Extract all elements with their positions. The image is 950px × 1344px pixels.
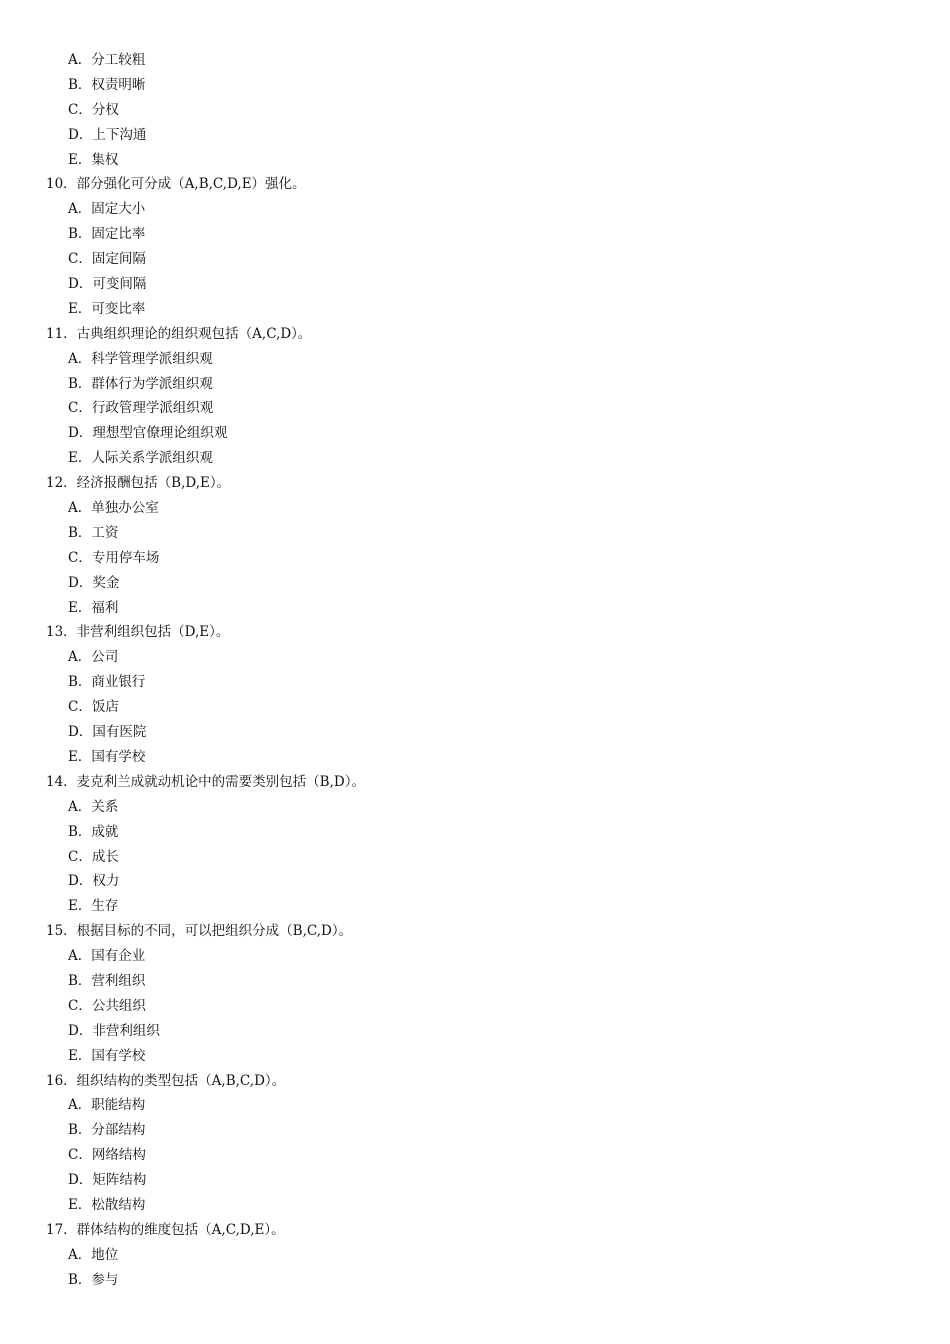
option-key: B．	[68, 226, 92, 243]
option-line	[0, 695, 950, 720]
option-key: A．	[68, 1097, 92, 1114]
option-text: 单独办公室	[91, 500, 159, 517]
option-key: E．	[68, 151, 92, 168]
option-text: 集权	[91, 151, 119, 168]
option-text: 国有学校	[91, 748, 146, 765]
option-key: D．	[68, 873, 93, 890]
option-key: D．	[68, 126, 93, 143]
option-text: 固定比率	[91, 226, 146, 243]
option-line	[0, 421, 950, 446]
option-line	[0, 1268, 950, 1293]
option-key: C．	[68, 997, 92, 1014]
option-line	[0, 571, 950, 596]
option-line	[0, 48, 950, 73]
option-text: 地位	[91, 1246, 119, 1263]
option-key: B．	[68, 823, 92, 840]
option-line	[0, 969, 950, 994]
option-key: E．	[68, 599, 92, 616]
option-key: B．	[68, 76, 92, 93]
question-stem: 15．根据目标的不同，可以把组织分成（B,C,D）。	[46, 923, 353, 940]
option-key: C．	[68, 400, 92, 417]
option-line	[0, 1019, 950, 1044]
question-stem: 14．麦克利兰成就动机论中的需要类别包括（B,D）。	[46, 773, 365, 790]
option-text: 上下沟通	[92, 126, 147, 143]
option-text: 成长	[91, 848, 119, 865]
document-page	[0, 48, 950, 1293]
option-line	[0, 596, 950, 621]
option-text: 分权	[91, 101, 119, 118]
option-text: 非营利组织	[92, 1022, 160, 1039]
option-key: C．	[68, 549, 92, 566]
option-line	[0, 546, 950, 571]
option-text: 矩阵结构	[92, 1172, 147, 1189]
option-key: E．	[68, 300, 92, 317]
option-line	[0, 720, 950, 745]
option-line	[0, 197, 950, 222]
option-line	[0, 148, 950, 173]
option-key: A．	[68, 798, 92, 815]
option-line	[0, 795, 950, 820]
option-text: 关系	[91, 798, 119, 815]
option-line	[0, 73, 950, 98]
option-text: 分部结构	[91, 1122, 146, 1139]
question-stem: 12．经济报酬包括（B,D,E）。	[46, 475, 231, 492]
option-key: E．	[68, 450, 92, 467]
option-line	[0, 820, 950, 845]
option-text: 国有企业	[91, 948, 146, 965]
option-key: B．	[68, 972, 92, 989]
option-line	[0, 446, 950, 471]
option-key: A．	[68, 350, 92, 367]
option-text: 工资	[91, 524, 119, 541]
option-line	[0, 521, 950, 546]
option-text: 固定大小	[91, 201, 146, 218]
option-text: 可变比率	[91, 300, 146, 317]
option-text: 松散结构	[91, 1196, 146, 1213]
option-key: C．	[68, 1147, 92, 1164]
option-key: D．	[68, 425, 93, 442]
option-text: 国有医院	[92, 724, 147, 741]
option-key: A．	[68, 1246, 92, 1263]
option-line	[0, 845, 950, 870]
option-line	[0, 1243, 950, 1268]
option-line	[0, 645, 950, 670]
question-stem: 17．群体结构的维度包括（A,C,D,E）。	[46, 1221, 285, 1238]
option-key: C．	[68, 251, 92, 268]
option-text: 专用停车场	[91, 549, 160, 566]
option-text: 分工较粗	[91, 52, 146, 68]
option-text: 营利组织	[91, 972, 146, 989]
option-text: 科学管理学派组织观	[91, 350, 213, 367]
question-stem: 13．非营利组织包括（D,E）。	[46, 624, 230, 641]
question-stem: 11．古典组织理论的组织观包括（A,C,D）。	[46, 325, 312, 342]
option-line	[0, 297, 950, 322]
option-text: 国有学校	[91, 1047, 146, 1064]
option-text: 奖金	[92, 574, 120, 591]
option-text: 权责明晰	[91, 76, 146, 93]
question-stem: 16．组织结构的类型包括（A,B,C,D）。	[46, 1072, 286, 1089]
option-text: 可变间隔	[92, 276, 147, 293]
option-line	[0, 396, 950, 421]
option-key: E．	[68, 1047, 92, 1064]
option-key: A．	[68, 201, 92, 218]
option-line	[0, 123, 950, 148]
option-key: A．	[68, 948, 92, 965]
option-line	[0, 1168, 950, 1193]
option-text: 成就	[91, 823, 119, 840]
option-line	[0, 1193, 950, 1218]
option-key: A．	[68, 500, 92, 517]
option-line	[0, 347, 950, 372]
option-line	[0, 1093, 950, 1118]
option-key: A．	[68, 52, 92, 68]
option-key: E．	[68, 898, 92, 915]
option-line	[0, 1118, 950, 1143]
option-text: 商业银行	[91, 674, 146, 691]
option-line	[0, 496, 950, 521]
option-key: B．	[68, 375, 92, 392]
option-line	[0, 994, 950, 1019]
option-line	[0, 944, 950, 969]
option-text: 参与	[91, 1271, 119, 1288]
option-key: B．	[68, 1122, 92, 1139]
option-line	[0, 222, 950, 247]
option-key: B．	[68, 1271, 92, 1288]
option-text: 公共组织	[91, 997, 146, 1014]
option-text: 人际关系学派组织观	[91, 450, 213, 467]
option-line	[0, 98, 950, 123]
option-line	[0, 372, 950, 397]
option-text: 固定间隔	[91, 251, 146, 268]
option-key: D．	[68, 1022, 93, 1039]
option-text: 福利	[91, 599, 119, 616]
option-line	[0, 869, 950, 894]
option-text: 职能结构	[91, 1097, 146, 1114]
option-text: 行政管理学派组织观	[91, 400, 214, 417]
option-key: C．	[68, 101, 92, 118]
option-line	[0, 272, 950, 297]
option-text: 理想型官僚理论组织观	[92, 425, 228, 442]
option-text: 公司	[91, 649, 119, 666]
option-text: 网络结构	[91, 1147, 146, 1164]
option-line	[0, 1044, 950, 1069]
option-text: 饭店	[91, 699, 119, 716]
option-line	[0, 1143, 950, 1168]
option-key: E．	[68, 748, 92, 765]
option-key: B．	[68, 524, 92, 541]
option-key: D．	[68, 724, 93, 741]
option-key: C．	[68, 699, 92, 716]
option-text: 群体行为学派组织观	[91, 375, 213, 392]
option-key: E．	[68, 1196, 92, 1213]
option-text: 生存	[91, 898, 119, 915]
option-key: B．	[68, 674, 92, 691]
option-key: D．	[68, 1172, 93, 1189]
option-key: A．	[68, 649, 92, 666]
option-key: C．	[68, 848, 92, 865]
question-stem: 10．部分强化可分成（A,B,C,D,E）强化。	[46, 176, 306, 193]
option-line	[0, 670, 950, 695]
option-key: D．	[68, 276, 93, 293]
option-text: 权力	[92, 873, 120, 890]
option-line	[0, 247, 950, 272]
option-key: D．	[68, 574, 93, 591]
option-line	[0, 894, 950, 919]
option-line	[0, 745, 950, 770]
